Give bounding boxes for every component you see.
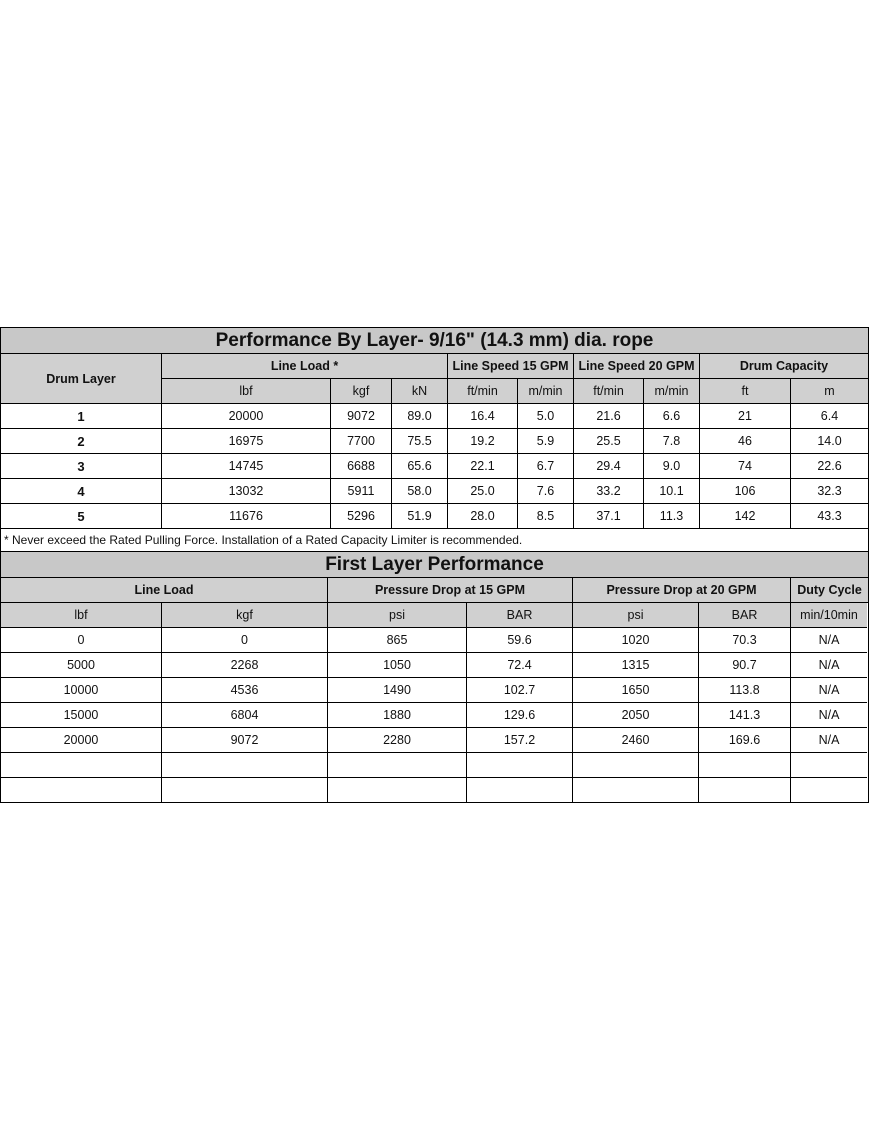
table-cell	[699, 753, 791, 778]
table-cell	[1, 778, 162, 803]
table-cell: 7700	[331, 429, 392, 454]
table-cell	[467, 778, 573, 803]
table-cell: 0	[162, 628, 328, 653]
table-cell: 1880	[328, 703, 467, 728]
table-cell: 6804	[162, 703, 328, 728]
line-speed-20-header: Line Speed 20 GPM	[574, 354, 700, 379]
table-cell	[467, 753, 573, 778]
table-cell: N/A	[791, 628, 867, 653]
pressure-15-header: Pressure Drop at 15 GPM	[328, 578, 573, 603]
table-cell: 2268	[162, 653, 328, 678]
t1-unit-header: ft	[700, 379, 791, 404]
table2-title: First Layer Performance	[1, 552, 868, 578]
table-cell: 1020	[573, 628, 699, 653]
t2-line-load-header: Line Load	[1, 578, 328, 603]
footnote: * Never exceed the Rated Pulling Force. Installation of a Rated Capacity Limiter is recommended.	[1, 529, 868, 552]
table-cell: 89.0	[392, 404, 448, 429]
table-cell: 5000	[1, 653, 162, 678]
table-cell: 58.0	[392, 479, 448, 504]
table-cell: 5.9	[518, 429, 574, 454]
table-cell: 2460	[573, 728, 699, 753]
table-cell: 129.6	[467, 703, 573, 728]
t1-unit-header: m/min	[644, 379, 700, 404]
table-cell	[573, 778, 699, 803]
table-cell	[573, 753, 699, 778]
table-cell: 25.0	[448, 479, 518, 504]
table-cell: 74	[700, 454, 791, 479]
table-cell: 20000	[1, 728, 162, 753]
t1-unit-header: ft/min	[574, 379, 644, 404]
table-cell: 0	[1, 628, 162, 653]
table-cell: N/A	[791, 703, 867, 728]
table-cell: 72.4	[467, 653, 573, 678]
table-cell: 102.7	[467, 678, 573, 703]
table-cell: 10000	[1, 678, 162, 703]
table-cell: N/A	[791, 728, 867, 753]
pressure-20-header: Pressure Drop at 20 GPM	[573, 578, 791, 603]
drum-layer-cell: 4	[1, 479, 162, 504]
table-cell	[791, 753, 867, 778]
table-cell: 9072	[162, 728, 328, 753]
table-cell: 70.3	[699, 628, 791, 653]
table-cell: 19.2	[448, 429, 518, 454]
table-cell	[1, 753, 162, 778]
table-cell: 1650	[573, 678, 699, 703]
table-cell: 5911	[331, 479, 392, 504]
table-cell: 14745	[162, 454, 331, 479]
table-cell	[328, 753, 467, 778]
t1-unit-header: lbf	[162, 379, 331, 404]
table-cell: 8.5	[518, 504, 574, 529]
table-cell: 29.4	[574, 454, 644, 479]
table-cell	[791, 778, 867, 803]
t1-unit-header: ft/min	[448, 379, 518, 404]
t2-unit-header: BAR	[467, 603, 573, 628]
table-cell: 113.8	[699, 678, 791, 703]
table-cell: 43.3	[791, 504, 868, 529]
table-cell: 2280	[328, 728, 467, 753]
table-cell: 21.6	[574, 404, 644, 429]
table-cell: 5296	[331, 504, 392, 529]
table-cell: 25.5	[574, 429, 644, 454]
t1-unit-header: kN	[392, 379, 448, 404]
table-cell: 22.6	[791, 454, 868, 479]
t2-unit-header: BAR	[699, 603, 791, 628]
table-cell: 141.3	[699, 703, 791, 728]
t1-unit-header: m	[791, 379, 868, 404]
drum-capacity-header: Drum Capacity	[700, 354, 868, 379]
table-cell: 9.0	[644, 454, 700, 479]
table-cell: 169.6	[699, 728, 791, 753]
table-cell: 46	[700, 429, 791, 454]
t1-unit-header: kgf	[331, 379, 392, 404]
table-cell: 7.6	[518, 479, 574, 504]
t2-unit-header: psi	[573, 603, 699, 628]
table-cell: 75.5	[392, 429, 448, 454]
table-cell: 14.0	[791, 429, 868, 454]
table-cell: 16.4	[448, 404, 518, 429]
table-cell: 20000	[162, 404, 331, 429]
t2-unit-header: psi	[328, 603, 467, 628]
drum-layer-cell: 3	[1, 454, 162, 479]
line-load-header: Line Load *	[162, 354, 448, 379]
t2-unit-header: kgf	[162, 603, 328, 628]
table-cell: 5.0	[518, 404, 574, 429]
table-cell: 1050	[328, 653, 467, 678]
table-cell: 106	[700, 479, 791, 504]
table-cell: 32.3	[791, 479, 868, 504]
table-cell: 6.4	[791, 404, 868, 429]
table-cell	[699, 778, 791, 803]
table-cell: 1315	[573, 653, 699, 678]
table-cell	[162, 778, 328, 803]
table-cell: 15000	[1, 703, 162, 728]
t1-unit-header: m/min	[518, 379, 574, 404]
table-cell: 28.0	[448, 504, 518, 529]
table-cell: 4536	[162, 678, 328, 703]
table-cell	[328, 778, 467, 803]
table-cell: 21	[700, 404, 791, 429]
table-cell: 1490	[328, 678, 467, 703]
table-cell: 37.1	[574, 504, 644, 529]
table-cell: 16975	[162, 429, 331, 454]
table-cell: 90.7	[699, 653, 791, 678]
table-cell: 6.6	[644, 404, 700, 429]
table-cell: 51.9	[392, 504, 448, 529]
duty-cycle-header: Duty Cycle	[791, 578, 868, 603]
line-speed-15-header: Line Speed 15 GPM	[448, 354, 574, 379]
table-cell: 2050	[573, 703, 699, 728]
drum-layer-cell: 5	[1, 504, 162, 529]
table-cell: 10.1	[644, 479, 700, 504]
table1-title: Performance By Layer- 9/16" (14.3 mm) dia. rope	[1, 328, 868, 354]
performance-spec-sheet	[0, 327, 869, 803]
table-cell: 6688	[331, 454, 392, 479]
table-cell: 865	[328, 628, 467, 653]
drum-layer-cell: 2	[1, 429, 162, 454]
table-cell: N/A	[791, 653, 867, 678]
table-cell: 142	[700, 504, 791, 529]
table-cell: N/A	[791, 678, 867, 703]
table-cell: 22.1	[448, 454, 518, 479]
table-cell: 13032	[162, 479, 331, 504]
t2-unit-header: lbf	[1, 603, 162, 628]
table-cell: 7.8	[644, 429, 700, 454]
drum-layer-header: Drum Layer	[1, 354, 162, 404]
table-cell: 33.2	[574, 479, 644, 504]
table-cell	[162, 753, 328, 778]
table-cell: 11676	[162, 504, 331, 529]
table-cell: 11.3	[644, 504, 700, 529]
table-cell: 9072	[331, 404, 392, 429]
table-cell: 65.6	[392, 454, 448, 479]
table-cell: 6.7	[518, 454, 574, 479]
table-cell: 59.6	[467, 628, 573, 653]
drum-layer-cell: 1	[1, 404, 162, 429]
performance-tables	[0, 327, 869, 803]
table-cell: 157.2	[467, 728, 573, 753]
t2-unit-header: min/10min	[791, 603, 867, 628]
